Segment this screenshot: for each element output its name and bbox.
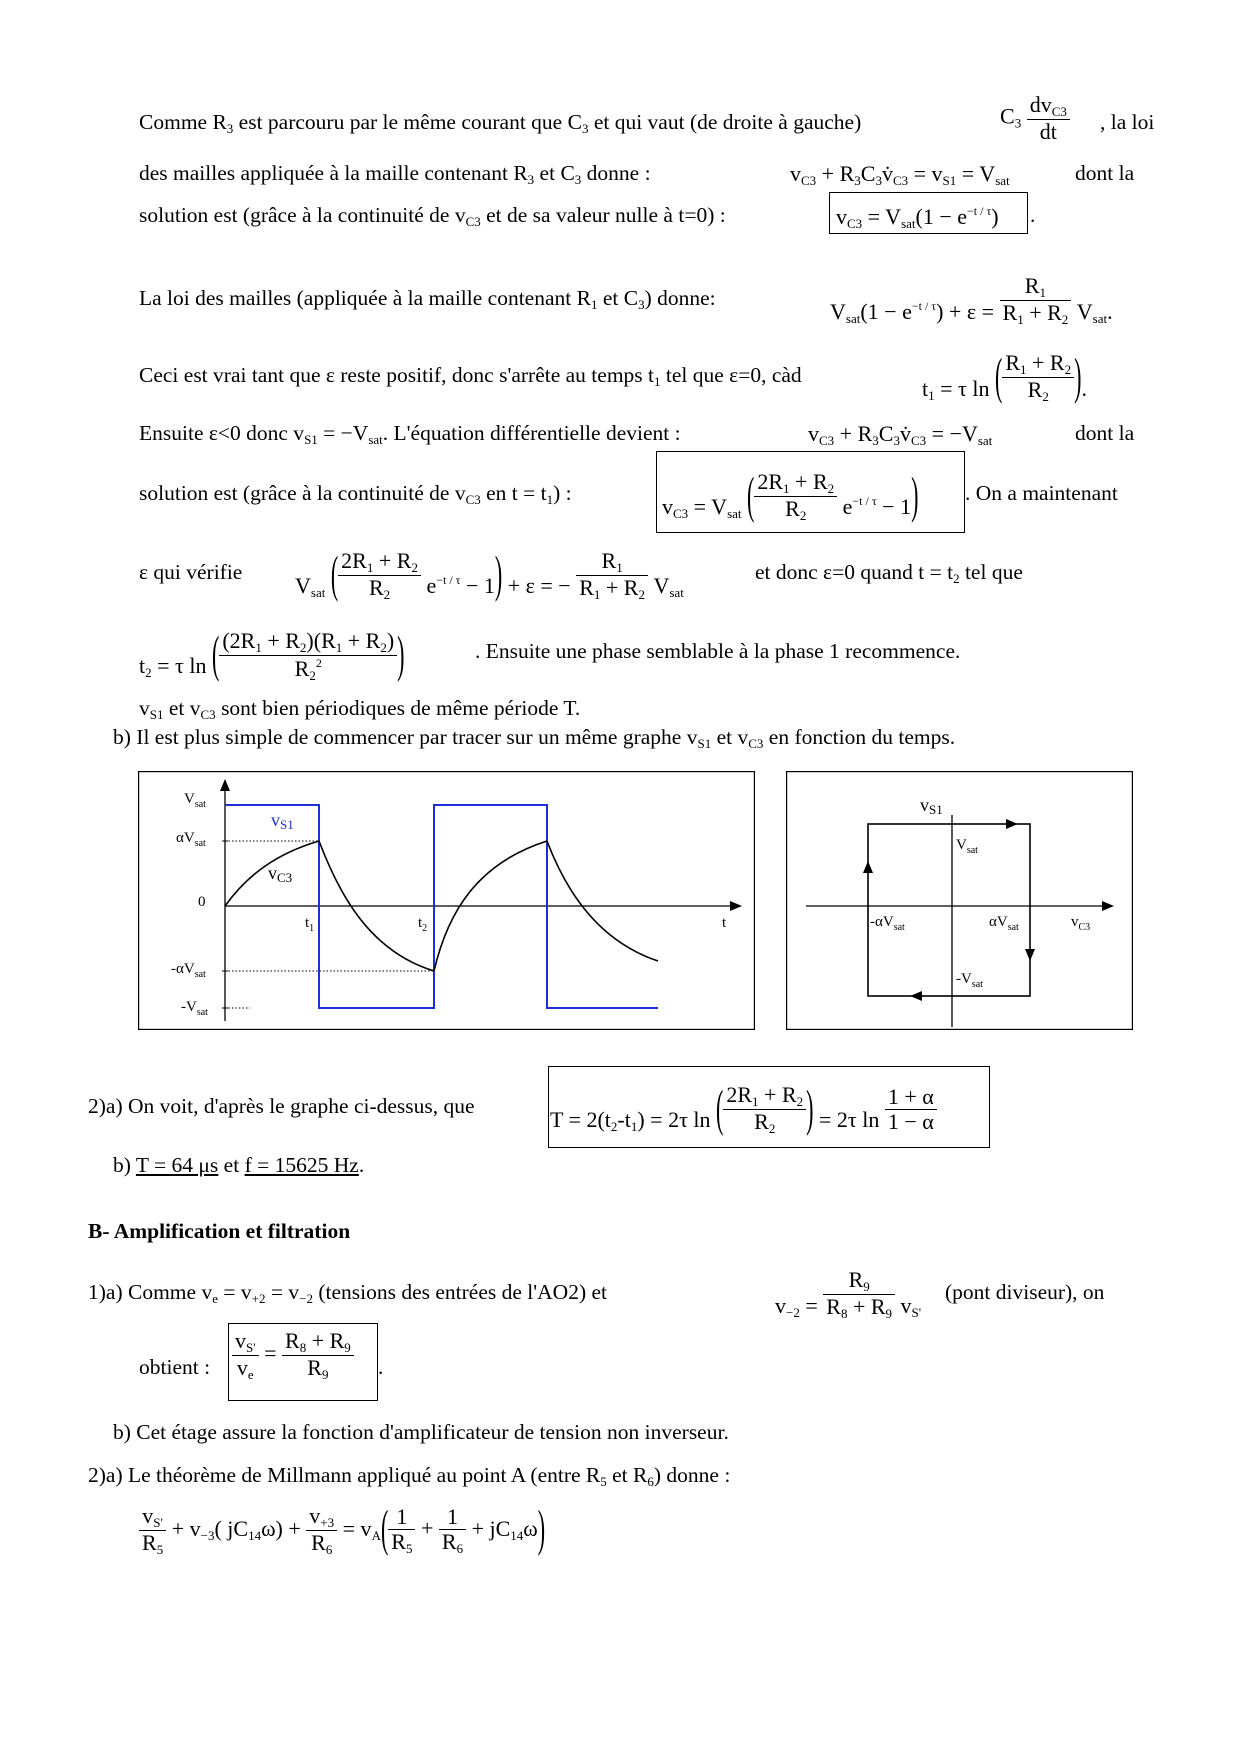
text-line: (pont diviseur), on: [945, 1280, 1105, 1304]
label-t2: $t_2$: [418, 915, 428, 934]
text-line: , la loi: [1100, 110, 1155, 134]
text-line: 1)a) Comme $v_e = v_{+2} = v_{-2}$ (tensions des entrées de l'AO2) et: [88, 1280, 607, 1306]
label-vc3: $v_{C3}$: [1071, 914, 1091, 933]
text-line: b) Il est plus simple de commencer par tracer sur un même graphe $v_{S1}$ et $v_{C3}$ en fonction du temps.: [113, 725, 956, 751]
label-minus-alpha-vsat: $-\alpha V_{sat}$: [171, 961, 206, 980]
equation: $v_{C3} = V_{sat}(1 - e^{-t / \tau})$: [836, 204, 999, 231]
equation: $t_1 = \tau$ ln ( $\frac{R_1 + R_2}{R_2}$ ).: [922, 346, 1087, 405]
text-line: dont la: [1075, 161, 1135, 185]
timing-graph: [138, 771, 755, 1030]
text-line: Ceci est vrai tant que ε reste positif, donc s'arrête au temps $t_1$ tel que ε=0, càd: [139, 363, 802, 389]
equation: $\frac{v_{S'}}{R_5}$ + $v_{-3}$( $jC_{14}\omega$) + $\frac{v_{+3}}{R_6}$ = $v_A$( $\frac{1}{R_5}$ + $\frac{1}{R_6}$ + $jC_{14}\omega$): [139, 1505, 545, 1556]
text-line: 2)a) Le théorème de Millmann appliqué au point A (entre $R_5$ et $R_6$) donne :: [88, 1463, 731, 1489]
label-vsat: $V_{sat}$: [184, 791, 206, 810]
equation: $C_3$ $\frac{dv_{C3}}{dt}$: [1000, 94, 1070, 143]
text-line: b) T = 64 μs et f = 15625 Hz.: [113, 1153, 365, 1177]
label-t: t: [722, 915, 727, 931]
label-t1: $t_1$: [305, 915, 315, 934]
text-line: et donc ε=0 quand $t = t_2$ tel que: [755, 560, 1023, 586]
text-line: $v_{S1}$ et $v_{C3}$ sont bien périodiques de même période T.: [139, 696, 581, 722]
arrow-up: [863, 861, 873, 873]
hysteresis-graph: [786, 771, 1133, 1030]
equation: $v_{-2}$ = $\frac{R_9}{R_8 + R_9}$ $v_{S'}$: [775, 1267, 922, 1321]
label-minus-alpha-vsat: $-\alpha V_{sat}$: [870, 914, 905, 933]
text-line: solution est (grâce à la continuité de $v_{C3}$ et de sa valeur nulle à t=0) :: [139, 203, 726, 229]
text-line: 2)a) On voit, d'après le graphe ci-dessus, que: [88, 1094, 475, 1118]
equation: $v_{C3}$ + $R_3C_3v̇_{C3} = -V_{sat}$: [808, 421, 993, 448]
text-line: . On a maintenant: [965, 481, 1118, 505]
text-line: des mailles appliquée à la maille contenant $R_3$ et $C_3$ donne :: [139, 161, 651, 187]
text-line: Ensuite ε<0 donc $v_{S1} = -V_{sat}$. L'équation différentielle devient :: [139, 421, 681, 447]
label-zero: 0: [198, 894, 206, 910]
arrow-right: [1006, 819, 1018, 829]
label-minus-vsat: $-V_{sat}$: [181, 999, 208, 1018]
text-line: .: [1030, 203, 1036, 227]
equation: $\frac{v_{S'}}{v_e}$ = $\frac{R_8 + R_9}{R_9}$: [232, 1330, 354, 1381]
hysteresis-loop: [868, 824, 1030, 996]
text-line: . Ensuite une phase semblable à la phase 1 recommence.: [475, 639, 961, 663]
label-alpha-vsat: $\alpha V_{sat}$: [989, 914, 1019, 933]
text-line: Comme $R_3$ est parcouru par le même courant que $C_3$ et qui vaut (de droite à gauche): [139, 110, 862, 136]
graph-frame: [139, 772, 755, 1030]
y-axis-arrow: [220, 779, 230, 791]
text-line: La loi des mailles (appliquée à la maille contenant $R_1$ et $C_3$) donne:: [139, 286, 716, 312]
label-vs1: vS1: [271, 810, 294, 832]
equation: $t_2 = \tau$ ln ( $\frac{(2R_1 + R_2)(R_1 + R_2)}{R_2^2}$ ): [139, 625, 405, 683]
equation: $V_{sat}(1 - e^{-t / \tau}) + \varepsilon$ = $\frac{R_1}{R_1 + R_2}$ $V_{sat}$.: [830, 273, 1113, 327]
t-axis-arrow: [730, 901, 742, 911]
equation: $v_{C3} = V_{sat}$ ( $\frac{2R_1 + R_2}{R_2}$ $e^{-t / \tau} - 1$): [662, 465, 919, 524]
text-line: .: [378, 1355, 384, 1379]
label-vc3: vC3: [268, 863, 293, 885]
arrow-down: [1025, 949, 1035, 961]
x-axis-arrow: [1102, 901, 1114, 911]
text-line: dont la: [1075, 421, 1135, 445]
label-alpha-vsat: $\alpha V_{sat}$: [176, 830, 206, 849]
text-line: b) Cet étage assure la fonction d'amplificateur de tension non inverseur.: [113, 1420, 729, 1444]
arrow-left: [910, 991, 922, 1001]
equation: $v_{C3}$ + $R_3C_3v̇_{C3} = v_{S1} = V_{sat}$: [790, 161, 1010, 188]
text-line: ε qui vérifie: [139, 560, 243, 584]
equation: $T = 2(t_2-t_1) = 2\tau$ ln ( $\frac{2R_1 + R_2}{R_2}$ ) = 2τ ln $\frac{1 + \alpha}{1 - \alpha}$: [550, 1071, 937, 1122]
label-vs1: vS1: [920, 795, 943, 817]
label-vsat: $V_{sat}$: [956, 837, 978, 856]
label-minus-vsat: $-V_{sat}$: [956, 971, 983, 990]
text-line: solution est (grâce à la continuité de $v_{C3}$ en $t = t_1$) :: [139, 481, 572, 507]
graph-frame: [787, 772, 1133, 1030]
text-line: obtient :: [139, 1355, 211, 1379]
section-heading: B- Amplification et filtration: [88, 1219, 351, 1243]
equation: $V_{sat}$ ( $\frac{2R_1 + R_2}{R_2}$ $e^{-t / \tau} - 1) + \varepsilon$ = − $\frac{R_1}{R_1 + R_2}$ $V_{sat}$: [295, 544, 684, 603]
